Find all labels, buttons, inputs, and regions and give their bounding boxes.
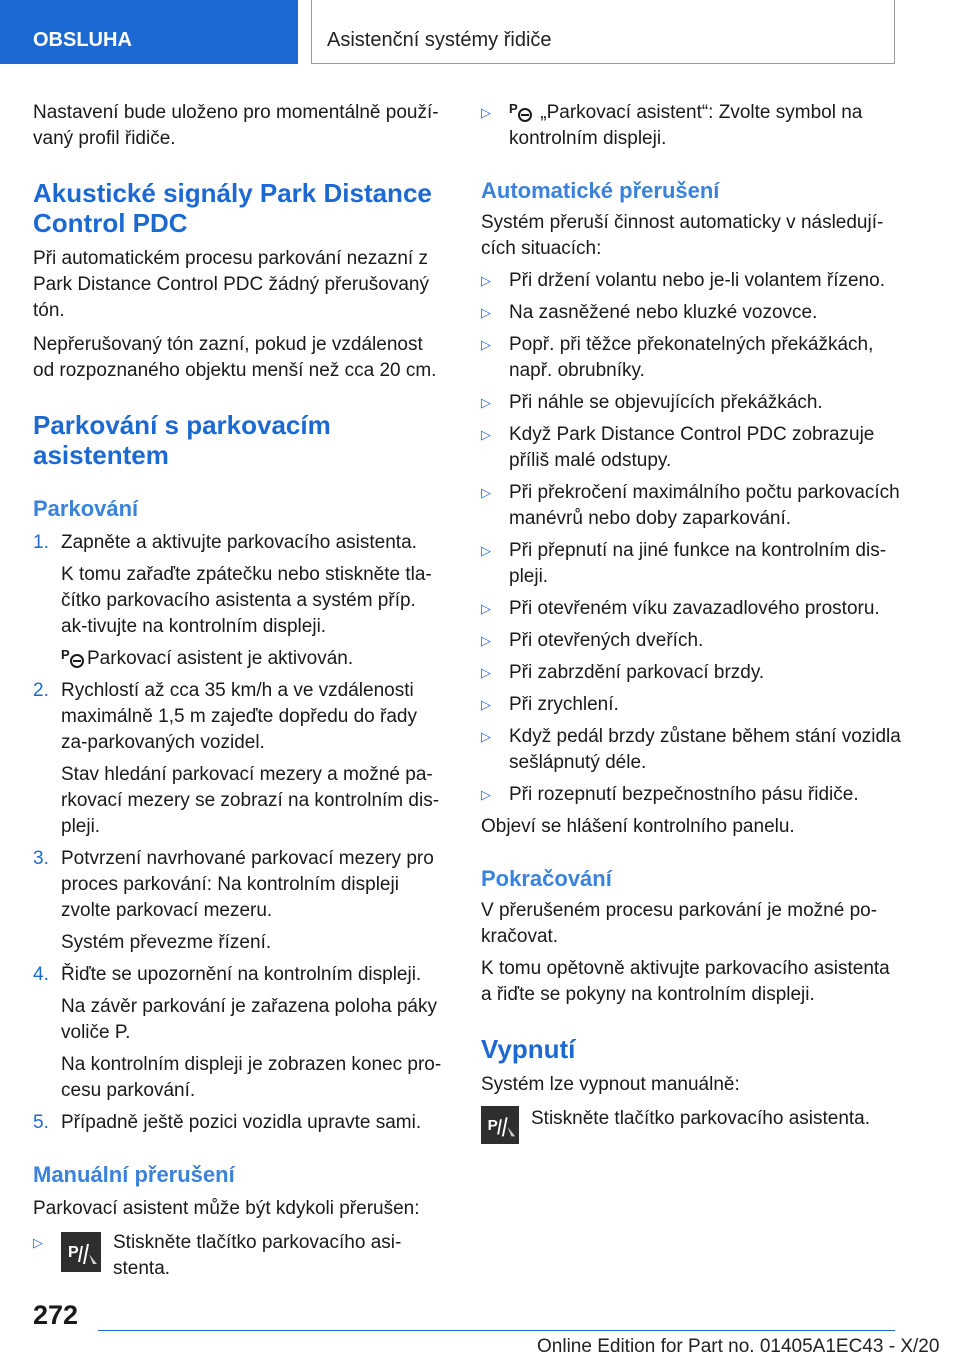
triangle-right-icon: ▷ — [481, 427, 491, 442]
heading-switch-off: Vypnutí — [481, 1034, 576, 1064]
list-item — [481, 332, 901, 384]
step-text: K tomu zařaďte zpátečku nebo stiskněte tla-čítko parkovacího asistenta a systém příp. ak-tivujte na kontrolním displeji. — [61, 564, 432, 637]
triangle-right-icon: ▷ — [481, 601, 491, 616]
triangle-right-icon: ▷ — [481, 633, 491, 648]
list-item — [481, 660, 901, 686]
auto-outro: Objeví se hlášení kontrolního panelu. — [481, 816, 795, 837]
list-item — [481, 692, 901, 718]
list-item-text: Při držení volantu nebo je-li volantem řízeno. — [509, 270, 885, 291]
list-item-text: Popř. při těžce překonatelných překážkách, např. obrubníky. — [509, 334, 874, 381]
list-item-text: Při zabrzdění parkovací brzdy. — [509, 662, 765, 683]
parking-step — [33, 762, 447, 840]
triangle-right-icon: ▷ — [481, 485, 491, 500]
auto-interrupt-list — [481, 268, 901, 808]
list-item — [481, 268, 901, 294]
step-number: 2. — [33, 680, 49, 701]
triangle-right-icon: ▷ — [481, 305, 491, 320]
switch-off-paragraph-1: Systém lze vypnout manuálně: — [481, 1074, 740, 1095]
parking-assistant-icon — [509, 100, 535, 124]
list-item-text: Na zasněžené nebo kluzké vozovce. — [509, 302, 818, 323]
triangle-right-icon: ▷ — [481, 729, 491, 744]
parking-step — [33, 646, 447, 672]
heading-acoustic: Akustické signály Park Distance Control PDC — [33, 178, 432, 238]
list-item-text: Když pedál brzdy zůstane během stání vozidla sešlápnutý déle. — [509, 726, 901, 773]
step-text: Systém převezme řízení. — [61, 932, 272, 953]
triangle-right-icon: ▷ — [481, 665, 491, 680]
list-item-text: Při otevřených dveřích. — [509, 630, 704, 651]
step-text: Stav hledání parkovací mezery a možné pa-rkovací mezery se zobrazí na kontrolním dis-pleji. — [61, 764, 440, 837]
parking-step — [33, 530, 447, 556]
list-item — [481, 390, 901, 416]
parking-step — [33, 678, 447, 756]
list-item-text: Při rozepnutí bezpečnostního pásu řidiče. — [509, 784, 859, 805]
svg-text:P: P — [509, 101, 518, 116]
list-item-text: Při přepnutí na jiné funkce na kontrolním dis-pleji. — [509, 540, 887, 587]
step-number: 4. — [33, 964, 49, 985]
triangle-right-icon: ▷ — [33, 1235, 43, 1250]
step-text — [33, 646, 447, 672]
parking-step — [33, 562, 447, 640]
triangle-right-icon: ▷ — [481, 273, 491, 288]
parking-step — [33, 962, 447, 988]
list-item-text: Při náhle se objevujících překážkách. — [509, 392, 823, 413]
step-text-label: Parkovací asistent je aktivován. — [87, 648, 354, 669]
list-item-text: Při zrychlení. — [509, 694, 619, 715]
auto-intro: Systém přeruší činnost automaticky v následují-cích situacích: — [481, 212, 884, 259]
triangle-right-icon: ▷ — [481, 395, 491, 410]
list-item-text: Při překročení maximálního počtu parkovacích manévrů nebo doby zaparkování. — [509, 482, 900, 529]
acoustic-paragraph-2: Nepřerušovaný tón zazní, pokud je vzdálenost od rozpoznaného objektu menší než cca 20 cm. — [33, 334, 437, 381]
svg-text:P: P — [61, 647, 70, 662]
list-item — [481, 596, 901, 622]
triangle-right-icon: ▷ — [481, 543, 491, 558]
manual-text: Parkovací asistent může být kdykoli přerušen: — [33, 1198, 420, 1219]
footer-rule — [98, 1330, 895, 1331]
manual-bullet — [33, 1230, 447, 1282]
list-item — [481, 422, 901, 474]
svg-text:P: P — [487, 1116, 498, 1134]
parking-assistant-icon — [61, 646, 87, 670]
intro-text: Nastavení bude uloženo pro momentálně použí-vaný profil řidiče. — [33, 102, 439, 149]
list-item — [481, 782, 901, 808]
step-text: Případně ještě pozici vozidla upravte sami. — [61, 1112, 422, 1133]
parking-step — [33, 1110, 447, 1136]
heading-parking: Parkování — [33, 496, 139, 521]
parking-step — [33, 930, 447, 956]
heading-parking-assist: Parkování s parkovacím asistentem — [33, 410, 331, 470]
step-number: 3. — [33, 848, 49, 869]
heading-manual-interrupt: Manuální přerušení — [33, 1162, 235, 1187]
acoustic-paragraph-1: Při automatickém procesu parkování nezazní z Park Distance Control PDC žádný přerušovaný tón. — [33, 248, 430, 321]
parking-step — [33, 994, 447, 1046]
step-text: Rychlostí až cca 35 km/h a ve vzdálenosti maximálně 1,5 m zajeďte dopředu do řady za-parkovaných vozidel. — [61, 680, 417, 753]
list-item — [481, 300, 901, 326]
switch-off-step — [481, 1106, 901, 1144]
step-text: Na závěr parkování je zařazena poloha páky voliče P. — [61, 996, 438, 1043]
list-item — [481, 480, 901, 532]
switch-off-paragraph-2: Stiskněte tlačítko parkovacího asistenta. — [531, 1108, 871, 1129]
manual-bullet-text: Stiskněte tlačítko parkovacího asi-stenta. — [113, 1232, 402, 1279]
footer-edition: Online Edition for Part no. 01405A1EC43 - X/20 — [537, 1336, 940, 1357]
page-number: 272 — [33, 1300, 79, 1330]
parking-assistant-button-icon — [61, 1232, 101, 1272]
list-item-text: Když Park Distance Control PDC zobrazuje příliš malé odstupy. — [509, 424, 875, 471]
triangle-right-icon: ▷ — [481, 337, 491, 352]
list-item — [481, 628, 901, 654]
triangle-right-icon: ▷ — [481, 697, 491, 712]
step-number: 1. — [33, 532, 49, 553]
left-column — [33, 100, 447, 1282]
parking-step — [33, 1052, 447, 1104]
triangle-right-icon: ▷ — [481, 105, 491, 120]
chapter-title: Asistenční systémy řidiče — [311, 0, 895, 64]
first-bullet-text: „Parkovací asistent“: Zvolte symbol na kontrolním displeji. — [509, 102, 863, 149]
step-text: Na kontrolním displeji je zobrazen konec pro-cesu parkování. — [61, 1054, 442, 1101]
parking-assistant-button-icon — [481, 1106, 519, 1144]
first-bullet — [481, 100, 901, 152]
triangle-right-icon: ▷ — [481, 787, 491, 802]
continue-paragraph-1: V přerušeném procesu parkování je možné po-kračovat. — [481, 900, 878, 947]
heading-auto-interrupt: Automatické přerušení — [481, 178, 720, 203]
list-item — [481, 538, 901, 590]
step-number: 5. — [33, 1112, 49, 1133]
continue-paragraph-2: K tomu opětovně aktivujte parkovacího asistenta a řiďte se pokyny na kontrolním displeji. — [481, 958, 890, 1005]
list-item — [481, 724, 901, 776]
svg-text:P: P — [68, 1244, 79, 1261]
parking-step — [33, 846, 447, 924]
section-tab: OBSLUHA — [0, 0, 298, 64]
parking-steps — [33, 530, 447, 1136]
step-text: Zapněte a aktivujte parkovacího asistenta. — [61, 532, 417, 553]
list-item-text: Při otevřeném víku zavazadlového prostoru. — [509, 598, 880, 619]
step-text: Řiďte se upozornění na kontrolním displeji. — [61, 964, 422, 985]
step-text: Potvrzení navrhované parkovací mezery pro proces parkování: Na kontrolním displeji zvolte parkovací mezeru. — [61, 848, 434, 921]
heading-continue: Pokračování — [481, 866, 612, 891]
right-column — [481, 100, 901, 1144]
